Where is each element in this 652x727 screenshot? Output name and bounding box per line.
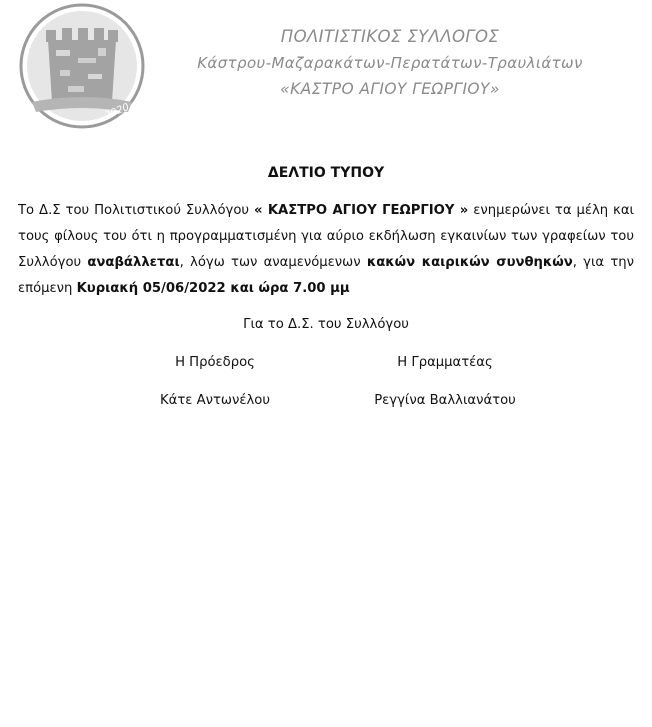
secretary-role: Η Γραμματέας [397,355,493,370]
logo-year: 2020 [103,101,131,122]
body-text-part: Το Δ.Σ του Πολιτιστικού Συλλόγου [18,203,254,218]
president-name: Κάτε Αντωνέλου [160,393,270,408]
organization-header [150,24,630,102]
body-text-part: ενημερώνει τα μέλη και τους φίλους του ότι η προγραμματισμένη για αύριο εκδήλωση εγκαινίων των γραφείων του Συλλόγου [18,203,634,270]
document-title: ΔΕΛΤΙΟ ΤΥΠΟΥ [267,165,385,181]
secretary-name: Ρεγγίνα Βαλλιανάτου [374,393,516,408]
signature-for-board: Για το Δ.Σ. του Συλλόγου [243,317,409,332]
castle-logo-icon [18,2,146,130]
org-name: ΠΟΛΙΤΙΣΤΙΚΟΣ ΣΥΛΛΟΓΟΣ [280,27,500,46]
org-areas: Κάστρου-Μαζαρακάτων-Περατάτων-Τραυλιάτων [197,54,583,72]
body-text-part: , για την επόμενη [18,255,634,296]
body-bold-weather: κακών καιρικών συνθηκών [366,255,573,270]
body-bold-postponed: αναβάλλεται [87,255,180,270]
body-bold-date: Κυριακή 05/06/2022 και ώρα 7.00 μμ [76,281,350,296]
org-castle-name: «ΚΑΣΤΡΟ ΑΓΙΟΥ ΓΕΩΡΓΙΟΥ» [280,80,500,98]
press-release-body [18,198,634,302]
body-bold-association: « ΚΑΣΤΡΟ ΑΓΙΟΥ ΓΕΩΡΓΙΟΥ » [253,203,469,218]
body-text-part: , λόγω των αναμενόμενων [179,255,367,270]
president-role: Η Πρόεδρος [175,355,255,370]
